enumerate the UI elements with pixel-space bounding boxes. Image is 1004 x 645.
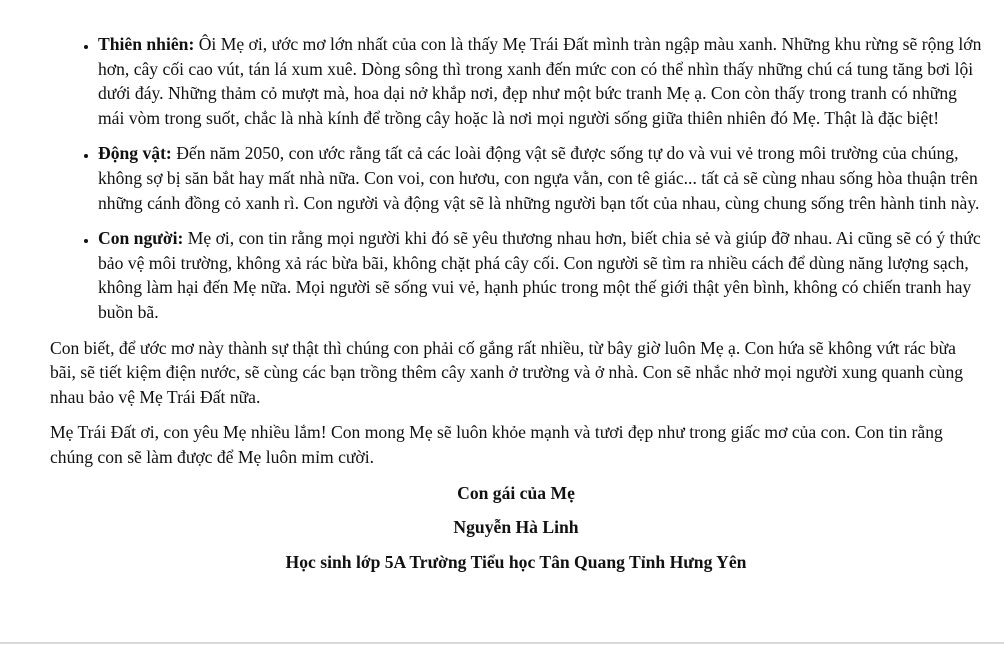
list-item <box>98 226 982 324</box>
signature-closing: Con gái của Mẹ <box>457 482 575 503</box>
list-item-text: Ôi Mẹ ơi, ước mơ lớn nhất của con là thấy Mẹ Trái Đất mình tràn ngập màu xanh. Những khu rừng sẽ rộng lớn hơn, cây cối cao vút, tán lá xum xuê. Dòng sông thì trong xanh đến mức con có thể nhìn thấy những chú cá tung tăng bơi lội dưới đáy. Những thảm cỏ mượt mà, hoa dại nở khắp nơi, đẹp như một bức tranh Mẹ ạ. Con còn thấy trong tranh có những mái vòm trong suốt, chắc là nhà kính để trồng cây hoặc là nơi mọi người sống giữa thiên nhiên đó Mẹ. Thật là đặc biệt! <box>98 34 982 128</box>
list-item-term: Động vật: <box>98 143 172 164</box>
list-item-text: Đến năm 2050, con ước rằng tất cả các loài động vật sẽ được sống tự do và vui vẻ trong môi trường của chúng, không sợ bị săn bắt hay mất nhà nữa. Con voi, con hươu, con ngựa vằn, con tê giác... tất cả sẽ cùng nhau sống hòa thuận trên những cánh đồng cỏ xanh rì. Con người và động vật sẽ là những người bạn tốt của nhau, cùng chung sống trên hành tinh này. <box>98 143 980 213</box>
list-item-term: Thiên nhiên: <box>98 34 195 54</box>
list-item-text: Mẹ ơi, con tin rằng mọi người khi đó sẽ yêu thương nhau hơn, biết chia sẻ và giúp đỡ nhau. Ai cũng sẽ có ý thức bảo vệ môi trường, không xả rác bừa bãi, không chặt phá cây cối. Con người sẽ tìm ra nhiều cách để dùng năng lượng sạch, không làm hại đến Mẹ nữa. Mọi người sẽ sống vui vẻ, hạnh phúc trong một thế giới thật yên bình, không có chiến tranh hay buồn bã. <box>98 228 981 322</box>
list-item <box>98 32 982 130</box>
wish-list <box>50 32 982 325</box>
list-item <box>98 141 982 215</box>
letter-body <box>50 32 982 584</box>
promise-paragraph: Con biết, để ước mơ này thành sự thật thì chúng con phải cố gắng rất nhiều, từ bây giờ luôn Mẹ ạ. Con hứa sẽ không vứt rác bừa bãi, sẽ tiết kiệm điện nước, sẽ cùng các bạn trồng thêm cây xanh ở trường và ở nhà. Con sẽ nhắc nhở mọi người xung quanh cùng nhau bảo vệ Mẹ Trái Đất nữa. <box>50 337 964 407</box>
list-item-term: Con người: <box>98 228 184 249</box>
closing-paragraph: Mẹ Trái Đất ơi, con yêu Mẹ nhiều lắm! Con mong Mẹ sẽ luôn khỏe mạnh và tươi đẹp như trong giấc mơ của con. Con tin rằng chúng con sẽ làm được để Mẹ luôn mỉm cười. <box>50 422 943 467</box>
signature-name: Nguyễn Hà Linh <box>453 517 579 538</box>
signature-school: Học sinh lớp 5A Trường Tiểu học Tân Quang Tỉnh Hưng Yên <box>285 551 747 572</box>
page-bottom-divider <box>0 642 1004 644</box>
